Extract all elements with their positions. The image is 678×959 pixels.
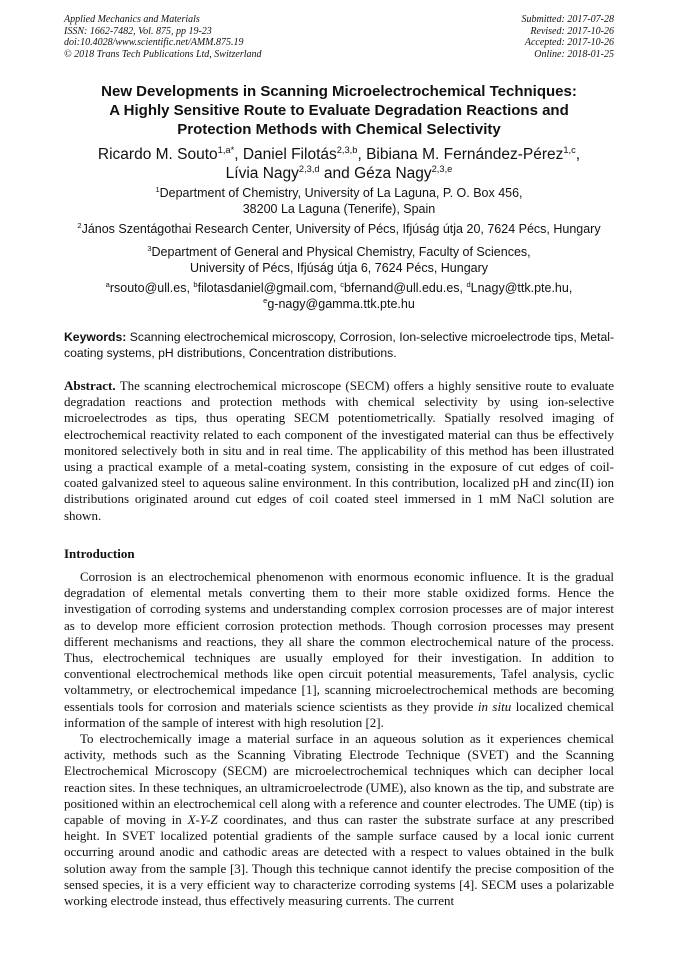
authors-line-2 [64, 164, 614, 183]
affiliation-2-line-1 [64, 222, 614, 238]
abstract [64, 378, 614, 524]
email-link[interactable]: rsouto@ull.es, [109, 281, 190, 295]
date-online: Online: 2018-01-25 [534, 48, 614, 60]
abstract-text: The scanning electrochemical microscope (SECM) offers a highly sensitive route to evaluate degradation reactions and protection methods with chemical selectivity by using ion-selective microelectrodes as tips, thus operating SECM potentiometrically. Spatially resolved imaging of electrochemical reactivity related to each component of the investigated material can thus be effectively monitored selectively both in situ and in real time. The applicability of this method has been illustrated using a practical example of a metal-coating system, consisting in the exposure of cut edges of coil-coated galvanized steel to aqueous saline environment. In this contribution, localized pH and zinc(II) ion distributions originated around cut edges of coil coated steel immersed in 1 mM NaCl solution are shown. [64, 378, 615, 523]
introduction-heading: Introduction [64, 546, 135, 561]
date-revised: Revised: 2017-10-26 [530, 25, 614, 37]
title-line-1: New Developments in Scanning Microelectrochemical Techniques: [101, 83, 577, 100]
authors-line-1: Ricardo M. Souto$^{1,a*}$, Daniel Filotás$^{2,3,b}$, Bibiana M. Fernández-Pérez$^{1,c}$, [97, 144, 581, 163]
author-emails [64, 281, 614, 312]
author-affil-sup: 2,3,b [336, 144, 358, 155]
affiliation-1-line-1 [64, 186, 614, 202]
paragraph [64, 731, 614, 909]
keywords-label: Keywords: [64, 330, 127, 344]
paper-title [64, 82, 614, 139]
date-submitted: Submitted: 2017-07-28 [521, 14, 614, 25]
email-sup: d [466, 279, 471, 289]
email-link[interactable]: filotasdaniel@gmail.com, [197, 281, 337, 295]
title-line-3: Protection Methods with Chemical Selectivity [177, 121, 501, 138]
author-name: Ricardo M. Souto [97, 146, 218, 163]
paragraph-italic: X-Y-Z [187, 812, 218, 828]
keywords [64, 330, 614, 361]
author-conjunction: and [323, 165, 350, 182]
author-affil-sup: 2,3,e [431, 163, 453, 174]
email-sup: a [105, 279, 110, 289]
paragraph-text: To electrochemically image a material surface in an aqueous solution as it experiences chemical activity, methods such as the Scanning Vibrating Electrode Technique (SVET) and the Scanning Electrochemical Microscopy (SECM) are microelectrochemical techniques which can decipher local reaction sites. In these techniques, an ultramicroelectrode (UME), also known as the tip, and substrate are positioned within an electrochemical cell along with a reference and counter electrodes. The UME (tip) is capable of moving in [64, 731, 614, 828]
paragraph-text: Corrosion is an electrochemical phenomenon with enormous economic influence. It is the gradual degradation of elemental metals converting them to their more stable oxidized forms. Hence the investigation of corroding systems and understanding complex corrosion processes are of major interest as to develop more efficient corrosion protection methods. Though corrosion processes may present different mechanisms and reactions, they all share the common electrochemical nature of the process. Thus, electrochemical techniques are usually employed for their investigation. In addition to conventional electrochemical methods like open circuit potential measurements, Tafel analysis, cyclic voltammetry, or electrochemical impedance [1], scanning microelectrochemical methods are becoming essentials tools for corrosion and materials science scientists as they provide [64, 569, 614, 714]
email-sup: e [263, 295, 268, 305]
journal-issn: ISSN: 1662-7482, Vol. 875, pp 19-23 [64, 25, 212, 37]
author-name: Lívia Nagy [225, 165, 299, 182]
affiliation-number: 2 [77, 220, 82, 230]
paragraph-text: coordinates, and thus can raster the substrate surface at any prescribed height. In SVET localized potential gradients of the sample surface caused by a local ionic current occurring around anodic and cathodic areas are detected with a respect to values obtained in the bulk solution away from the sample [3]. Though this technique cannot identify the precise composition of the sensed species, it is a very efficient way to characterize corroding systems [4]. SECM uses a polarizable working electrode instead, thus effectively measuring currents. The current [64, 812, 615, 909]
journal-info [64, 14, 262, 60]
abstract-label: Abstract. [64, 378, 116, 393]
journal-copyright: © 2018 Trans Tech Publications Ltd, Switzerland [64, 48, 262, 60]
paragraph-text: localized chemical information of the sample of interest with high resolution [2]. [64, 698, 615, 730]
email-sup: c [340, 279, 344, 289]
affiliation-3-line-1 [64, 245, 614, 261]
affiliation-3 [64, 245, 614, 276]
affiliation-number: 1 [155, 184, 160, 194]
author-affil-sup: 1,a* [217, 144, 235, 155]
email-link[interactable]: bfernand@ull.edu.es, [343, 281, 463, 295]
affiliation-3-line-2: University of Pécs, Ifjúság útja 6, 7624 Pécs, Hungary [189, 260, 489, 275]
paragraph [64, 569, 614, 731]
introduction-body [64, 569, 614, 909]
affiliation-text: Department of Chemistry, University of La Laguna, P. O. Box 456, [159, 186, 523, 200]
author-list [64, 145, 614, 183]
author-name: Bibiana M. Fernández-Pérez [366, 146, 564, 163]
journal-doi: doi:10.4028/www.scientific.net/AMM.875.19 [64, 37, 244, 49]
journal-name: Applied Mechanics and Materials [64, 14, 200, 25]
affiliation-2 [64, 222, 614, 238]
email-link[interactable]: Lnagy@ttk.pte.hu, [470, 281, 573, 295]
emails-line-1 [64, 281, 614, 297]
title-line-2: A Highly Sensitive Route to Evaluate Degradation Reactions and [109, 102, 569, 119]
affiliation-text: János Szentágothai Research Center, University of Pécs, Ifjúság útja 20, 7624 Pécs, Hungary [81, 222, 601, 236]
emails-line-2 [64, 297, 614, 313]
affiliation-1 [64, 186, 614, 217]
email-sup: b [193, 279, 198, 289]
author-name: Géza Nagy [354, 165, 432, 182]
affiliation-text: Department of General and Physical Chemistry, Faculty of Sciences, [151, 245, 531, 259]
publication-dates [522, 14, 615, 60]
affiliation-1-line-2: 38200 La Laguna (Tenerife), Spain [242, 201, 436, 216]
affiliation-number: 3 [147, 243, 152, 253]
author-affil-sup: 1,c [563, 144, 576, 155]
author-affil-sup: 2,3,d [298, 163, 320, 174]
keywords-text: Scanning electrochemical microscopy, Corrosion, Ion-selective microelectrode tips, Metal-coating systems, pH distributions, Concentration distributions. [64, 330, 615, 360]
paragraph-italic: in situ [477, 698, 512, 714]
date-accepted: Accepted: 2017-10-26 [524, 37, 614, 49]
email-link[interactable]: g-nagy@gamma.ttk.pte.hu [267, 296, 415, 311]
author-name: Daniel Filotás [242, 146, 337, 163]
